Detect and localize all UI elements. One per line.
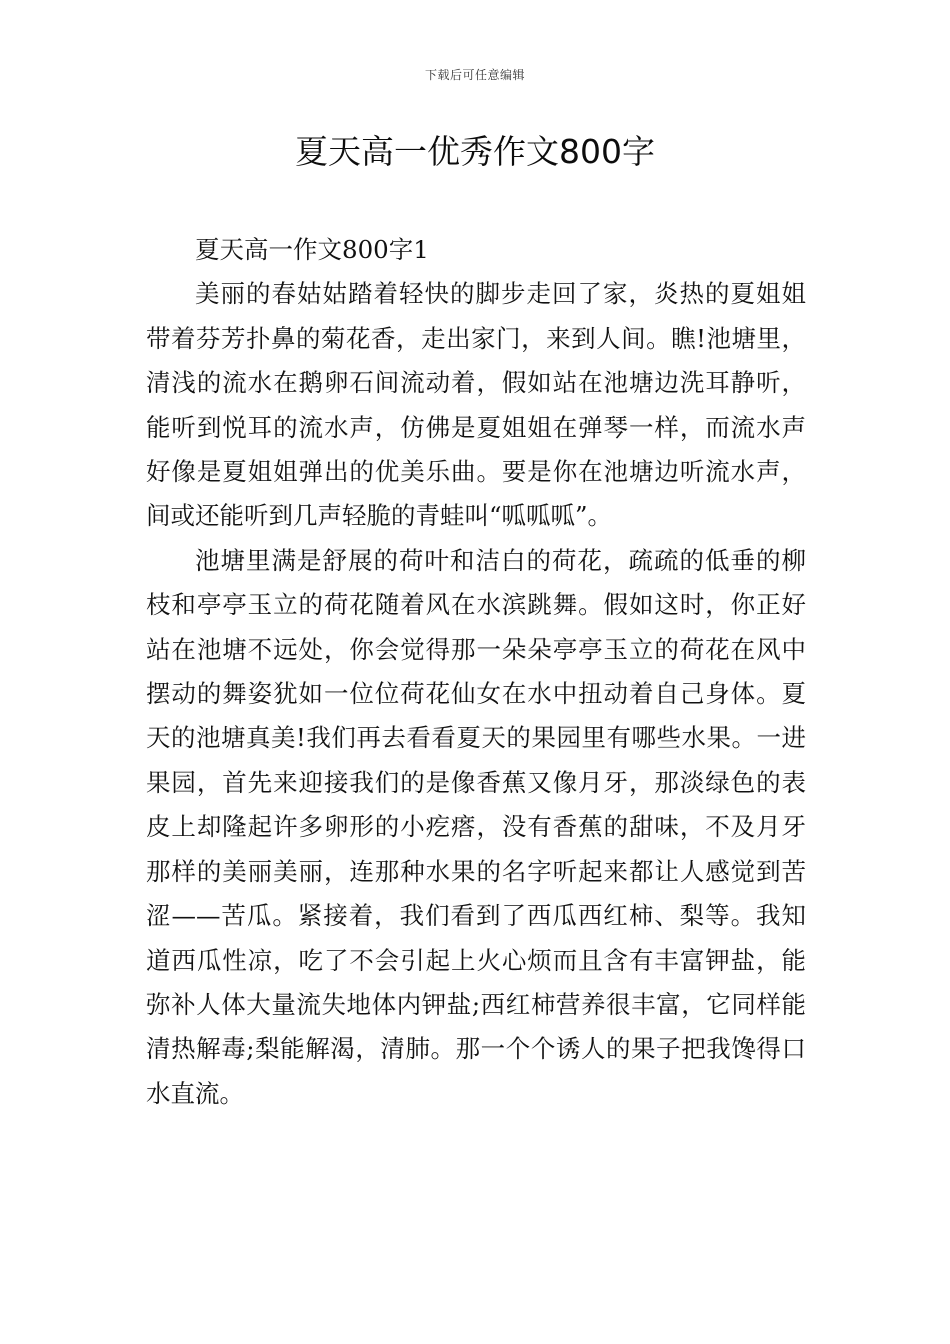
document-body	[146, 228, 806, 1116]
document-title: 夏天高一优秀作文800字	[295, 132, 655, 171]
body-paragraph: 美丽的春姑姑踏着轻快的脚步走回了家，炎热的夏姐姐带着芬芳扑鼻的菊花香，走出家门，来到人间。瞧!池塘里，清浅的流水在鹅卵石间流动着，假如站在池塘边洗耳静听，能听到悦耳的流水声，仿佛是夏姐姐在弹琴一样，而流水声好像是夏姐姐弹出的优美乐曲。要是你在池塘边听流水声，间或还能听到几声轻脆的青蛙叫“呱呱呱”。	[146, 279, 806, 531]
section-subtitle: 夏天高一作文800字1	[195, 235, 429, 264]
body-paragraph: 池塘里满是舒展的荷叶和洁白的荷花，疏疏的低垂的柳枝和亭亭玉立的荷花随着风在水滨跳舞。假如这时，你正好站在池塘不远处，你会觉得那一朵朵亭亭玉立的荷花在风中摆动的舞姿犹如一位位荷花仙女在水中扭动着自己身体。夏天的池塘真美!我们再去看看夏天的果园里有哪些水果。一进果园，首先来迎接我们的是像香蕉又像月牙，那淡绿色的表皮上却隆起许多卵形的小疙瘩，没有香蕉的甜味，不及月牙那样的美丽美丽，连那种水果的名字听起来都让人感觉到苦涩——苦瓜。紧接着，我们看到了西瓜西红柿、梨等。我知道西瓜性凉，吃了不会引起上火心烦而且含有丰富钾盐，能弥补人体大量流失地体内钾盐;西红柿营养很丰富，它同样能清热解毒;梨能解渴，清肺。那一个个诱人的果子把我馋得口水直流。	[146, 545, 806, 1108]
header-note: 下载后可任意编辑	[424, 68, 525, 82]
